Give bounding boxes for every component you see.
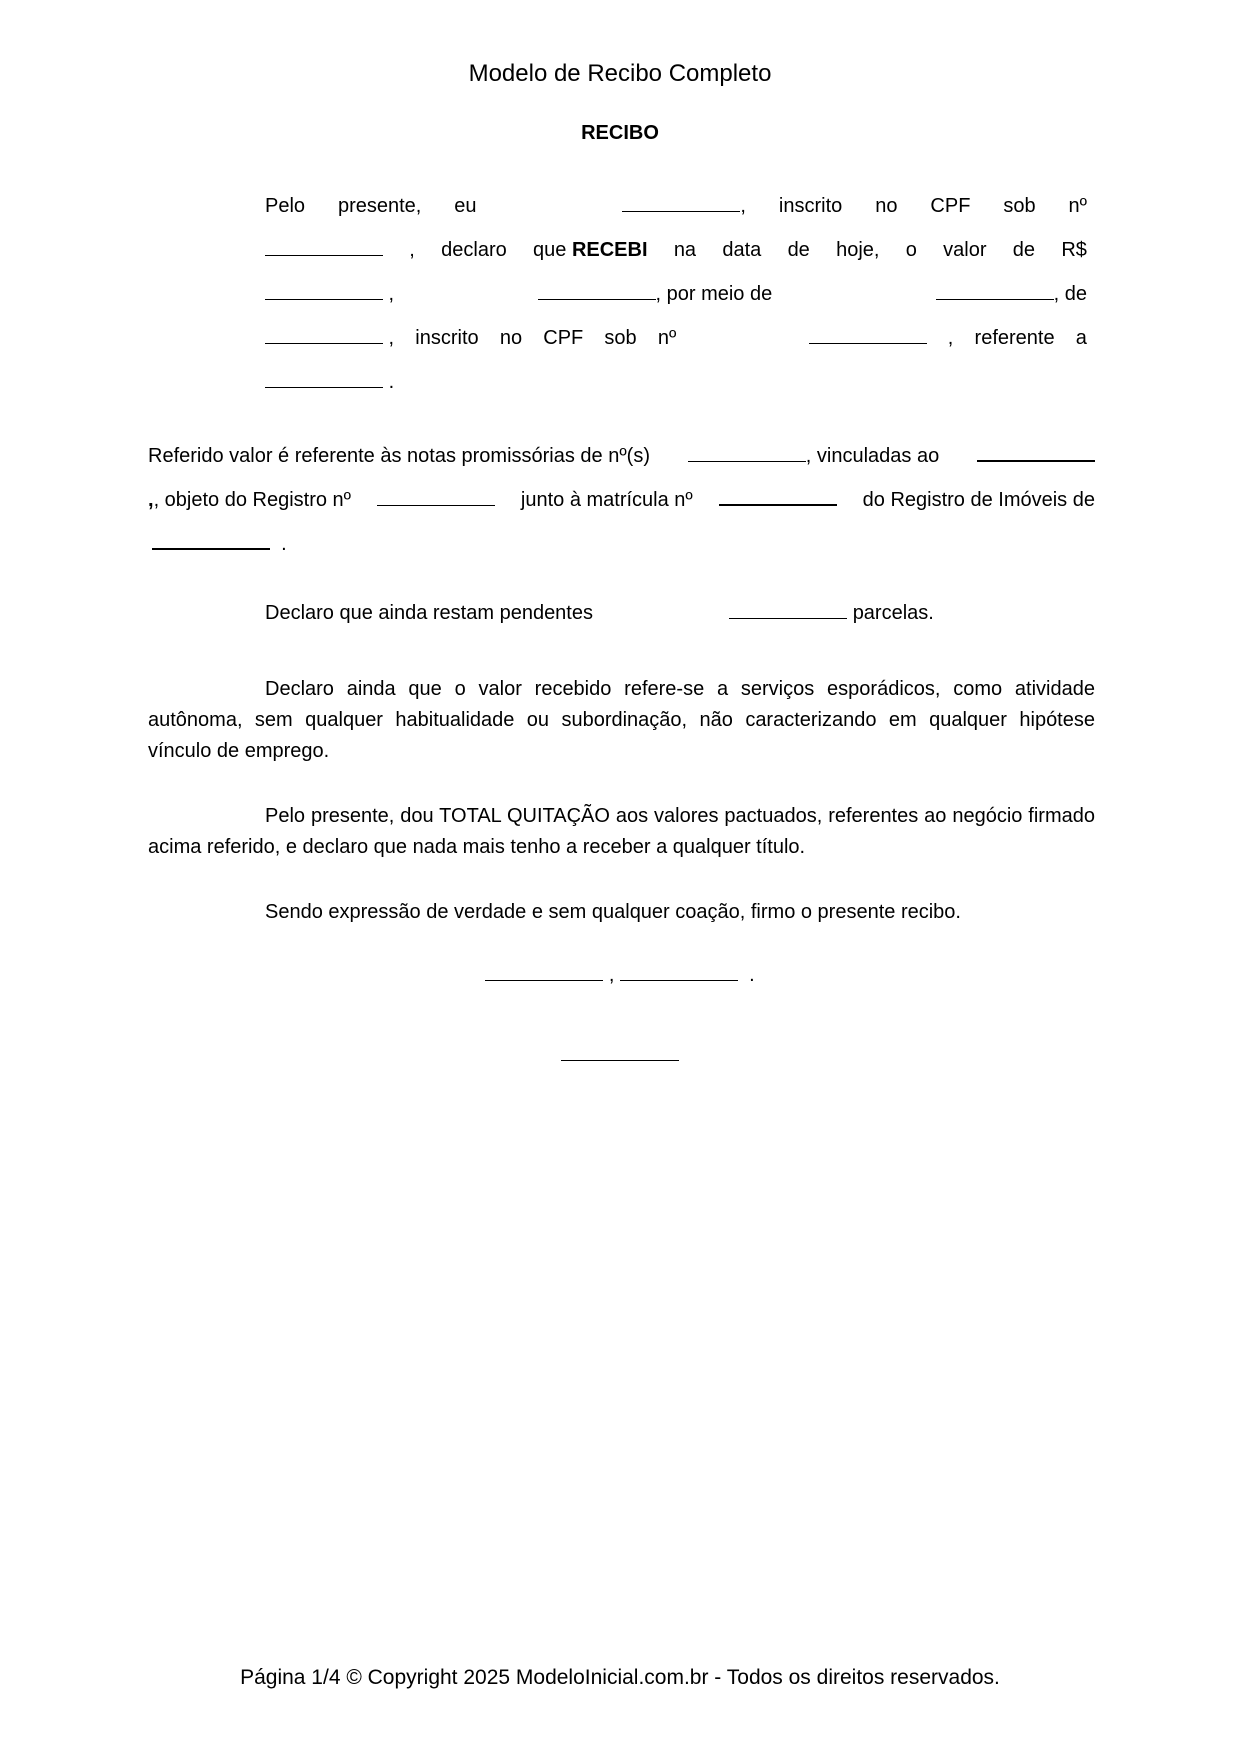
text: do Registro de Imóveis de xyxy=(862,489,1095,511)
registry-city-blank[interactable] xyxy=(148,522,287,566)
text: que xyxy=(533,239,567,261)
paragraph-line xyxy=(265,228,1087,272)
text: de xyxy=(1012,239,1036,261)
text: , de xyxy=(1053,283,1087,305)
text: R$ xyxy=(1061,239,1087,261)
text: . xyxy=(388,371,395,393)
text: junto à matrícula nº xyxy=(520,489,693,511)
date-blank[interactable] xyxy=(620,964,738,986)
text: no xyxy=(875,195,898,217)
text: de xyxy=(787,239,810,261)
text: no xyxy=(499,327,523,349)
name-blank[interactable]: , xyxy=(622,184,746,228)
page-header-title: Modelo de Recibo Completo xyxy=(468,60,772,87)
text: parcelas. xyxy=(852,602,934,624)
text: sob xyxy=(604,327,637,349)
text: , objeto do Registro nº xyxy=(153,489,351,511)
text: sob xyxy=(1003,195,1036,217)
paragraph-line xyxy=(265,316,1087,360)
text: . xyxy=(281,533,287,555)
text: presente, xyxy=(337,195,422,217)
text: Referido valor é referente às notas promissórias de nº(s) xyxy=(148,445,650,467)
paragraph-line xyxy=(148,522,1095,566)
registry-number-blank[interactable] xyxy=(377,478,495,522)
text xyxy=(533,228,648,272)
page-footer: Página 1/4 © Copyright 2025 ModeloInicial.com.br - Todos os direitos reservados. xyxy=(240,1666,1000,1689)
text: inscrito xyxy=(778,195,843,217)
text: nº xyxy=(657,327,677,349)
text: na xyxy=(673,239,697,261)
text: , xyxy=(409,239,415,261)
text: , vinculadas ao xyxy=(805,445,940,467)
text: declaro xyxy=(441,239,507,261)
text: , xyxy=(608,964,615,986)
text: , xyxy=(947,327,954,349)
text: hoje, xyxy=(836,239,880,261)
payment-method-blank[interactable] xyxy=(936,272,1087,316)
paragraph-total-discharge: Pelo presente, dou TOTAL QUITAÇÃO aos valores pactuados, referentes ao negócio firmado acima referido, e declaro que nada mais tenho a receber a qualquer título. xyxy=(148,805,1095,858)
paragraph-line xyxy=(148,434,1095,478)
text: CPF xyxy=(930,195,971,217)
paragraph-line xyxy=(265,272,1087,316)
text: Pelo xyxy=(265,195,306,217)
text: eu xyxy=(454,195,477,217)
text: , por meio de xyxy=(655,283,773,305)
amount-blank[interactable]: , xyxy=(265,272,394,316)
matricula-blank[interactable] xyxy=(719,478,837,522)
signature-line[interactable] xyxy=(0,1040,1240,1070)
cpf-blank[interactable] xyxy=(265,228,383,272)
text: . xyxy=(749,964,755,986)
text: nº xyxy=(1068,195,1087,217)
paragraph-line xyxy=(265,360,1087,404)
place-date-line xyxy=(0,960,1240,990)
reference-blank[interactable] xyxy=(265,360,394,404)
linked-to-blank[interactable] xyxy=(977,434,1095,478)
paragraph-line xyxy=(265,184,1087,228)
place-blank[interactable] xyxy=(485,964,603,986)
text: CPF xyxy=(543,327,584,349)
recebi-bold: RECEBI xyxy=(571,239,648,261)
text: ,, objeto do Registro nº xyxy=(148,489,351,511)
document-title: RECIBO xyxy=(581,122,659,144)
text: valor xyxy=(943,239,987,261)
notes-number-blank[interactable] xyxy=(688,434,939,478)
text: data xyxy=(722,239,762,261)
payer-cpf-blank[interactable] xyxy=(809,316,927,360)
text: referente xyxy=(974,327,1055,349)
paragraph-line xyxy=(148,478,1095,522)
text: o xyxy=(905,239,917,261)
text: Declaro que ainda restam pendentes xyxy=(265,602,593,624)
text: inscrito xyxy=(415,327,479,349)
amount-words-blank[interactable] xyxy=(538,272,773,316)
payer-name-blank[interactable]: , xyxy=(265,316,394,360)
paragraph-pending-installments xyxy=(265,598,1095,628)
text: a xyxy=(1075,327,1087,349)
paragraph-promissory-notes xyxy=(148,434,1095,566)
paragraph-closing-statement: Sendo expressão de verdade e sem qualquer coação, firmo o presente recibo. xyxy=(265,901,961,923)
paragraph-autonomous-service: Declaro ainda que o valor recebido refere-se a serviços esporádicos, como atividade autônoma, sem qualquer habitualidade ou subordinação, não caracterizando em qualquer hipótese vínculo de emprego. xyxy=(148,678,1095,762)
paragraph-receipt-declaration xyxy=(265,184,1087,404)
installments-blank[interactable] xyxy=(729,602,847,624)
